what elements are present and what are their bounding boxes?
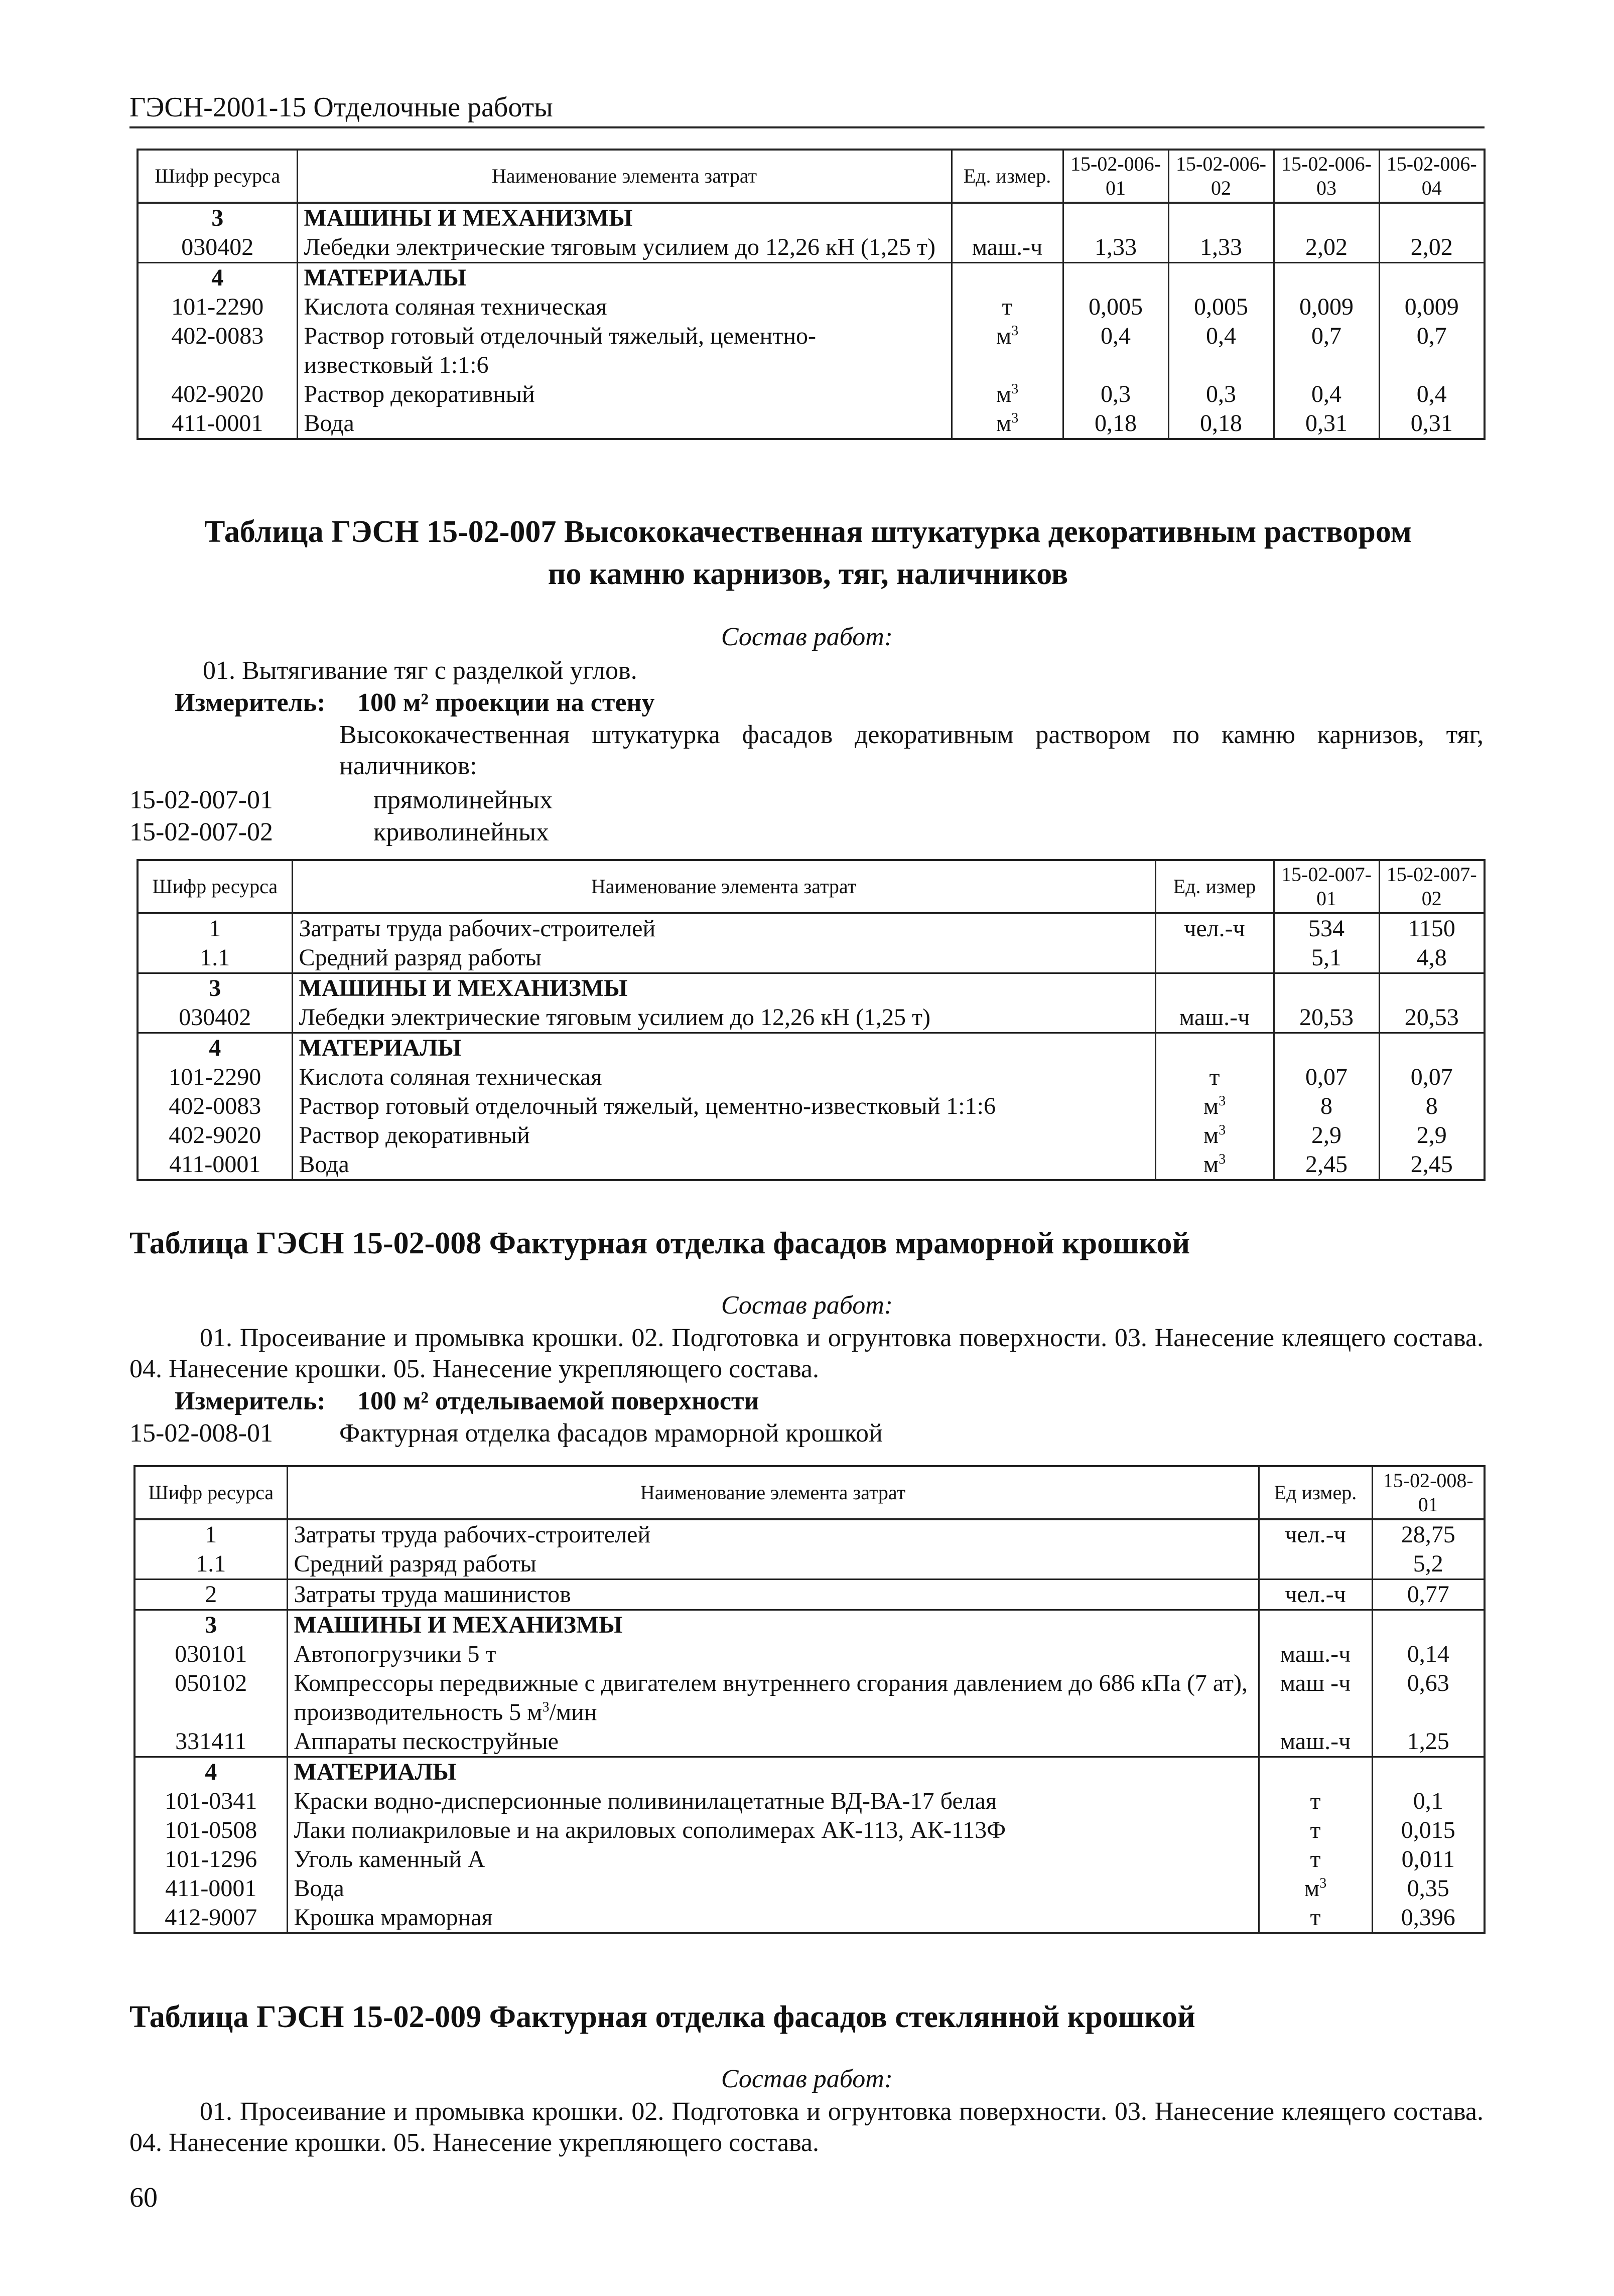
row-code: 402-9020 <box>138 1121 292 1150</box>
col-header-unit: Ед. измер. <box>952 150 1063 203</box>
row-unit: $м^3$ <box>1155 1150 1274 1180</box>
row-unit: т <box>952 293 1063 322</box>
row-code: 101-2290 <box>138 293 297 322</box>
row-code: 411-0001 <box>134 1874 287 1903</box>
row-code: 412-9007 <box>134 1903 287 1933</box>
row-value: 0,7 <box>1274 322 1379 380</box>
row-value: 0,005 <box>1063 293 1168 322</box>
table-row <box>134 1610 1485 1640</box>
row-unit <box>1259 1549 1372 1580</box>
row-unit: $м^3$ <box>952 322 1063 380</box>
row-code: 1.1 <box>138 943 292 973</box>
row-code: 1 <box>138 913 292 943</box>
row-name: Лебедки электрические тяговым усилием до 12,26 кН (1,25 т) <box>297 233 952 263</box>
col-header-code: Шифр ресурса <box>138 150 297 203</box>
col-header-c1: 15-02-008-01 <box>1372 1466 1485 1519</box>
table-row <box>134 1727 1485 1757</box>
table-15-02-007 <box>137 859 1486 1181</box>
row-value: 2,45 <box>1274 1150 1379 1180</box>
table-row <box>134 1549 1485 1580</box>
col-header-unit: Ед. измер <box>1155 860 1274 913</box>
col-header-c2: 15-02-007-02 <box>1379 860 1485 913</box>
table-row <box>134 1580 1485 1610</box>
row-value: 0,396 <box>1372 1903 1485 1933</box>
row-code: 101-0341 <box>134 1787 287 1816</box>
row-code: 1.1 <box>134 1549 287 1580</box>
row-unit: $м^3$ <box>1259 1874 1372 1903</box>
col-header-name: Наименование элемента затрат <box>292 860 1155 913</box>
table-title-008: Таблица ГЭСН 15-02-008 Фактурная отделка фасадов мраморной крошкой <box>129 1226 1190 1260</box>
row-value <box>1372 1610 1485 1640</box>
row-value: 20,53 <box>1379 1003 1485 1033</box>
row-unit: чел.-ч <box>1259 1519 1372 1549</box>
table-row <box>138 380 1485 409</box>
row-value: 0,4 <box>1274 380 1379 409</box>
meter-value-008: 100 м² отделываемой поверхности <box>357 1387 759 1415</box>
row-value: 0,005 <box>1168 293 1274 322</box>
row-value: 1,33 <box>1168 233 1274 263</box>
row-value: 0,07 <box>1274 1063 1379 1092</box>
row-name: Компрессоры передвижные с двигателем внутреннего сгорания давлением до 686 кПа (7 ат), производительность 5 $м^3$/мин <box>287 1669 1259 1727</box>
row-value: 0,63 <box>1372 1669 1485 1727</box>
variant-name-008: Фактурная отделка фасадов мраморной крошкой <box>339 1419 883 1448</box>
row-unit: т <box>1259 1816 1372 1845</box>
row-value <box>1274 203 1379 233</box>
col-header-c1: 15-02-007-01 <box>1274 860 1379 913</box>
row-value: 8 <box>1379 1092 1485 1121</box>
table-row <box>134 1669 1485 1727</box>
row-value: 0,4 <box>1168 322 1274 380</box>
row-name: Затраты труда рабочих-строителей <box>292 913 1155 943</box>
row-value <box>1379 1033 1485 1063</box>
row-value: 2,02 <box>1274 233 1379 263</box>
row-name: МАТЕРИАЛЫ <box>287 1757 1259 1787</box>
row-value: 0,07 <box>1379 1063 1485 1092</box>
row-code: 030402 <box>138 233 297 263</box>
row-unit <box>952 203 1063 233</box>
table-row <box>138 233 1485 263</box>
table-title-007-line2: по камню карнизов, тяг, наличников <box>548 557 1068 591</box>
table-title-007-line1: Таблица ГЭСН 15-02-007 Высококачественная штукатурка декоративным раствором <box>204 515 1412 549</box>
row-code: 411-0001 <box>138 409 297 439</box>
row-value: 0,14 <box>1372 1640 1485 1669</box>
row-unit <box>1259 1610 1372 1640</box>
row-value: 0,1 <box>1372 1787 1485 1816</box>
work-items-008: 01. Просеивание и промывка крошки. 02. Подготовка и огрунтовка поверхности. 03. Нанесение клеящего состава. 04. Нанесение крошки. 05. Нанесение укрепляющего состава. <box>129 1324 1484 1383</box>
row-code: 4 <box>138 263 297 293</box>
table-row <box>138 322 1485 380</box>
row-name: Кислота соляная техническая <box>292 1063 1155 1092</box>
row-value: 0,7 <box>1379 322 1485 380</box>
work-items-007: 01. Вытягивание тяг с разделкой углов. <box>203 656 637 685</box>
row-value: 2,9 <box>1274 1121 1379 1150</box>
row-value: 2,02 <box>1379 233 1485 263</box>
row-name: Затраты труда рабочих-строителей <box>287 1519 1259 1549</box>
row-value: 0,3 <box>1063 380 1168 409</box>
row-name: МАШИНЫ И МЕХАНИЗМЫ <box>297 203 952 233</box>
row-unit <box>1259 1757 1372 1787</box>
row-name: МАШИНЫ И МЕХАНИЗМЫ <box>287 1610 1259 1640</box>
row-name: Кислота соляная техническая <box>297 293 952 322</box>
row-name: Автопогрузчики 5 т <box>287 1640 1259 1669</box>
col-header-code: Шифр ресурса <box>138 860 292 913</box>
row-code: 030101 <box>134 1640 287 1669</box>
row-value: 5,2 <box>1372 1549 1485 1580</box>
row-value: 0,35 <box>1372 1874 1485 1903</box>
table-row <box>134 1640 1485 1669</box>
row-code: 030402 <box>138 1003 292 1033</box>
table-row <box>138 263 1485 293</box>
table-row <box>138 943 1485 973</box>
description-007: Высококачественная штукатурка фасадов декоративным раствором по камню карнизов, тяг, наличников: <box>339 721 1484 780</box>
row-value <box>1168 263 1274 293</box>
row-unit: $м^3$ <box>952 380 1063 409</box>
row-value <box>1379 263 1485 293</box>
table-row <box>138 1150 1485 1180</box>
row-name: Вода <box>292 1150 1155 1180</box>
variant-name: прямолинейных <box>373 786 553 814</box>
meter-label-008: Измеритель: <box>175 1387 326 1415</box>
sostav-label-007: Состав работ: <box>721 623 893 651</box>
row-value: 8 <box>1274 1092 1379 1121</box>
table-row <box>138 1063 1485 1092</box>
row-value <box>1372 1757 1485 1787</box>
row-code: 2 <box>134 1580 287 1610</box>
row-name: Крошка мраморная <box>287 1903 1259 1933</box>
table-row <box>138 1033 1485 1063</box>
table-row <box>134 1845 1485 1874</box>
table-row <box>138 1003 1485 1033</box>
row-value <box>1168 203 1274 233</box>
variant-name: криволинейных <box>373 818 549 846</box>
row-name: Раствор готовый отделочный тяжелый, цементно-известковый 1:1:6 <box>297 322 952 380</box>
row-code: 4 <box>138 1033 292 1063</box>
row-code: 411-0001 <box>138 1150 292 1180</box>
table-title-009: Таблица ГЭСН 15-02-009 Фактурная отделка фасадов стеклянной крошкой <box>129 2000 1195 2034</box>
row-code: 4 <box>134 1757 287 1787</box>
header-rule <box>129 126 1485 128</box>
row-unit: маш.-ч <box>1259 1640 1372 1669</box>
row-unit <box>1155 973 1274 1003</box>
row-value: 0,77 <box>1372 1580 1485 1610</box>
row-code: 402-0083 <box>138 1092 292 1121</box>
row-value: 0,011 <box>1372 1845 1485 1874</box>
row-name: Средний разряд работы <box>287 1549 1259 1580</box>
row-code: 331411 <box>134 1727 287 1757</box>
col-header-c3: 15-02-006-03 <box>1274 150 1379 203</box>
row-name: МАТЕРИАЛЫ <box>297 263 952 293</box>
row-value <box>1063 263 1168 293</box>
row-value: 0,18 <box>1063 409 1168 439</box>
row-code: 3 <box>138 973 292 1003</box>
row-value: 2,45 <box>1379 1150 1485 1180</box>
row-value: 0,009 <box>1379 293 1485 322</box>
row-unit: т <box>1259 1903 1372 1933</box>
table-15-02-006 <box>137 149 1486 440</box>
row-value <box>1379 973 1485 1003</box>
table-row <box>138 1092 1485 1121</box>
row-name: Лаки полиакриловые и на акриловых сополимерах АК-113, АК-113Ф <box>287 1816 1259 1845</box>
row-name: Раствор декоративный <box>292 1121 1155 1150</box>
col-header-unit: Ед измер. <box>1259 1466 1372 1519</box>
row-name: Вода <box>287 1874 1259 1903</box>
row-value <box>1379 203 1485 233</box>
row-value: 0,4 <box>1379 380 1485 409</box>
row-unit: $м^3$ <box>1155 1092 1274 1121</box>
row-name: Раствор декоративный <box>297 380 952 409</box>
row-code: 3 <box>138 203 297 233</box>
table-row <box>134 1787 1485 1816</box>
row-unit: чел.-ч <box>1259 1580 1372 1610</box>
row-value <box>1274 1033 1379 1063</box>
table-15-02-008 <box>133 1465 1486 1934</box>
variant-code-008: 15-02-008-01 <box>129 1419 273 1448</box>
col-header-c2: 15-02-006-02 <box>1168 150 1274 203</box>
row-value <box>1274 263 1379 293</box>
row-value: 28,75 <box>1372 1519 1485 1549</box>
row-code: 050102 <box>134 1669 287 1727</box>
col-header-name: Наименование элемента затрат <box>297 150 952 203</box>
row-unit: $м^3$ <box>952 409 1063 439</box>
row-value: 0,3 <box>1168 380 1274 409</box>
row-unit <box>1155 943 1274 973</box>
row-unit: маш.-ч <box>1155 1003 1274 1033</box>
row-unit: маш -ч <box>1259 1669 1372 1727</box>
table-row <box>138 203 1485 233</box>
row-name: Аппараты пескоструйные <box>287 1727 1259 1757</box>
row-name: Краски водно-дисперсионные поливинилацетатные ВД-ВА-17 белая <box>287 1787 1259 1816</box>
row-code: 101-0508 <box>134 1816 287 1845</box>
row-value: 5,1 <box>1274 943 1379 973</box>
row-code: 1 <box>134 1519 287 1549</box>
row-value: 0,31 <box>1274 409 1379 439</box>
meter-value-007: 100 м² проекции на стену <box>357 688 655 717</box>
row-unit: $м^3$ <box>1155 1121 1274 1150</box>
row-unit: маш.-ч <box>952 233 1063 263</box>
table-row <box>138 973 1485 1003</box>
table-row <box>138 293 1485 322</box>
row-value <box>1274 973 1379 1003</box>
table-row <box>134 1903 1485 1933</box>
row-unit: чел.-ч <box>1155 913 1274 943</box>
variant-code: 15-02-007-01 <box>129 786 273 814</box>
row-code: 402-0083 <box>138 322 297 380</box>
table-row <box>134 1816 1485 1845</box>
row-name: Средний разряд работы <box>292 943 1155 973</box>
row-name: Затраты труда машинистов <box>287 1580 1259 1610</box>
variant-code: 15-02-007-02 <box>129 818 273 846</box>
row-unit <box>1155 1033 1274 1063</box>
row-name: Лебедки электрические тяговым усилием до 12,26 кН (1,25 т) <box>292 1003 1155 1033</box>
col-header-c1: 15-02-006-01 <box>1063 150 1168 203</box>
col-header-code: Шифр ресурса <box>134 1466 287 1519</box>
row-unit: т <box>1155 1063 1274 1092</box>
row-unit <box>952 263 1063 293</box>
table-row <box>134 1519 1485 1549</box>
work-items-009: 01. Просеивание и промывка крошки. 02. Подготовка и огрунтовка поверхности. 03. Нанесение клеящего состава. 04. Нанесение крошки. 05. Нанесение укрепляющего состава. <box>129 2097 1484 2157</box>
row-code: 402-9020 <box>138 380 297 409</box>
table-row <box>134 1757 1485 1787</box>
row-value: 4,8 <box>1379 943 1485 973</box>
meter-label-007: Измеритель: <box>175 688 326 717</box>
row-value <box>1063 203 1168 233</box>
row-name: Раствор готовый отделочный тяжелый, цементно-известковый 1:1:6 <box>292 1092 1155 1121</box>
table-row <box>138 1121 1485 1150</box>
sostav-label-008: Состав работ: <box>721 1291 893 1320</box>
row-value: 0,015 <box>1372 1816 1485 1845</box>
col-header-c4: 15-02-006-04 <box>1379 150 1485 203</box>
row-value: 1,25 <box>1372 1727 1485 1757</box>
row-value: 0,009 <box>1274 293 1379 322</box>
row-name: Вода <box>297 409 952 439</box>
table-row <box>134 1874 1485 1903</box>
col-header-name: Наименование элемента затрат <box>287 1466 1259 1519</box>
running-head: ГЭСН-2001-15 Отделочные работы <box>129 92 553 123</box>
row-code: 101-2290 <box>138 1063 292 1092</box>
row-value: 0,4 <box>1063 322 1168 380</box>
row-value: 20,53 <box>1274 1003 1379 1033</box>
row-value: 534 <box>1274 913 1379 943</box>
row-unit: маш.-ч <box>1259 1727 1372 1757</box>
row-name: МАШИНЫ И МЕХАНИЗМЫ <box>292 973 1155 1003</box>
page-number: 60 <box>129 2182 158 2213</box>
row-code: 101-1296 <box>134 1845 287 1874</box>
row-code: 3 <box>134 1610 287 1640</box>
row-unit: т <box>1259 1845 1372 1874</box>
row-value: 0,18 <box>1168 409 1274 439</box>
row-name: МАТЕРИАЛЫ <box>292 1033 1155 1063</box>
row-value: 1150 <box>1379 913 1485 943</box>
row-value: 1,33 <box>1063 233 1168 263</box>
table-row <box>138 409 1485 439</box>
table-row <box>138 913 1485 943</box>
row-name: Уголь каменный А <box>287 1845 1259 1874</box>
row-value: 0,31 <box>1379 409 1485 439</box>
row-unit: т <box>1259 1787 1372 1816</box>
row-value: 2,9 <box>1379 1121 1485 1150</box>
sostav-label-009: Состав работ: <box>721 2065 893 2093</box>
